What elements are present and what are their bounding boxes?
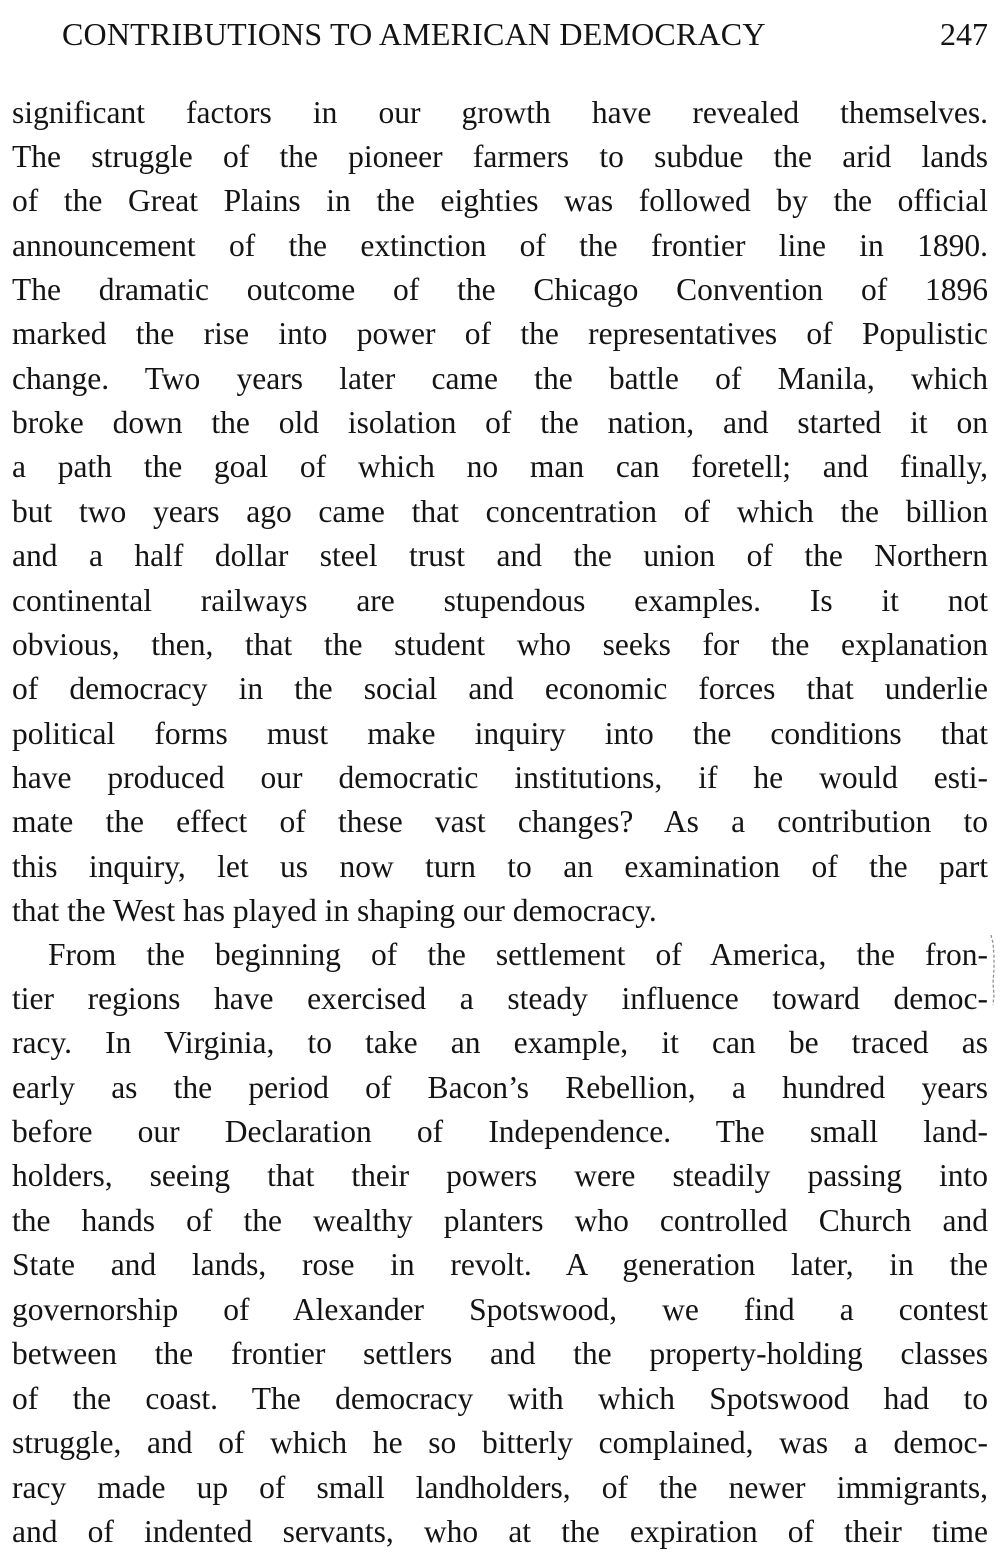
text-line: significant factors in our growth have revealed themselves. <box>12 95 988 130</box>
running-head <box>62 12 988 56</box>
text-line: State and lands, rose in revolt. A generation later, in the <box>12 1247 988 1282</box>
text-line: broke down the old isolation of the nation, and started it on <box>12 405 988 440</box>
text-line: the hands of the wealthy planters who controlled Church and <box>12 1203 988 1238</box>
text-line: continental railways are stupendous examples. Is it not <box>12 583 988 618</box>
text-line: announcement of the extinction of the frontier line in 1890. <box>12 228 988 263</box>
paragraph-last-line: that the West has played in shaping our democracy. <box>12 893 657 928</box>
text-line: between the frontier settlers and the property-holding classes <box>12 1336 988 1371</box>
text-line: change. Two years later came the battle of Manila, which <box>12 361 988 396</box>
text-line: tier regions have exercised a steady influence toward democ- <box>12 981 988 1016</box>
paragraph-first-line: From the beginning of the settlement of America, the fron- <box>48 937 988 972</box>
text-line: political forms must make inquiry into the conditions that <box>12 716 988 751</box>
text-line: The dramatic outcome of the Chicago Convention of 1896 <box>12 272 988 307</box>
text-line: racy made up of small landholders, of the newer immigrants, <box>12 1470 988 1505</box>
text-line: and a half dollar steel trust and the union of the Northern <box>12 538 988 573</box>
text-line: marked the rise into power of the representatives of Populistic <box>12 316 988 351</box>
text-line: have produced our democratic institutions, if he would esti- <box>12 760 988 795</box>
text-line: mate the effect of these vast changes? As a contribution to <box>12 804 988 839</box>
text-line: The struggle of the pioneer farmers to subdue the arid lands <box>12 139 988 174</box>
scan-edge-mark <box>989 935 997 1005</box>
running-title: CONTRIBUTIONS TO AMERICAN DEMOCRACY <box>62 16 766 52</box>
text-line: obvious, then, that the student who seeks for the explanation <box>12 627 988 662</box>
text-line: a path the goal of which no man can foretell; and finally, <box>12 449 988 484</box>
text-line: this inquiry, let us now turn to an examination of the part <box>12 849 988 884</box>
page-number: 247 <box>940 16 988 52</box>
text-line: racy. In Virginia, to take an example, it can be traced as <box>12 1025 988 1060</box>
text-line: struggle, and of which he so bitterly complained, was a democ- <box>12 1425 988 1460</box>
text-line: holders, seeing that their powers were steadily passing into <box>12 1158 988 1193</box>
text-line: but two years ago came that concentration of which the billion <box>12 494 988 529</box>
text-line: before our Declaration of Independence. The small land- <box>12 1114 988 1149</box>
text-line: governorship of Alexander Spotswood, we find a contest <box>12 1292 988 1327</box>
text-line: early as the period of Bacon’s Rebellion, a hundred years <box>12 1070 988 1105</box>
text-line: of the Great Plains in the eighties was followed by the official <box>12 183 988 218</box>
text-line: of democracy in the social and economic forces that underlie <box>12 671 988 706</box>
text-line: of the coast. The democracy with which Spotswood had to <box>12 1381 988 1416</box>
text-line: and of indented servants, who at the expiration of their time <box>12 1514 988 1549</box>
